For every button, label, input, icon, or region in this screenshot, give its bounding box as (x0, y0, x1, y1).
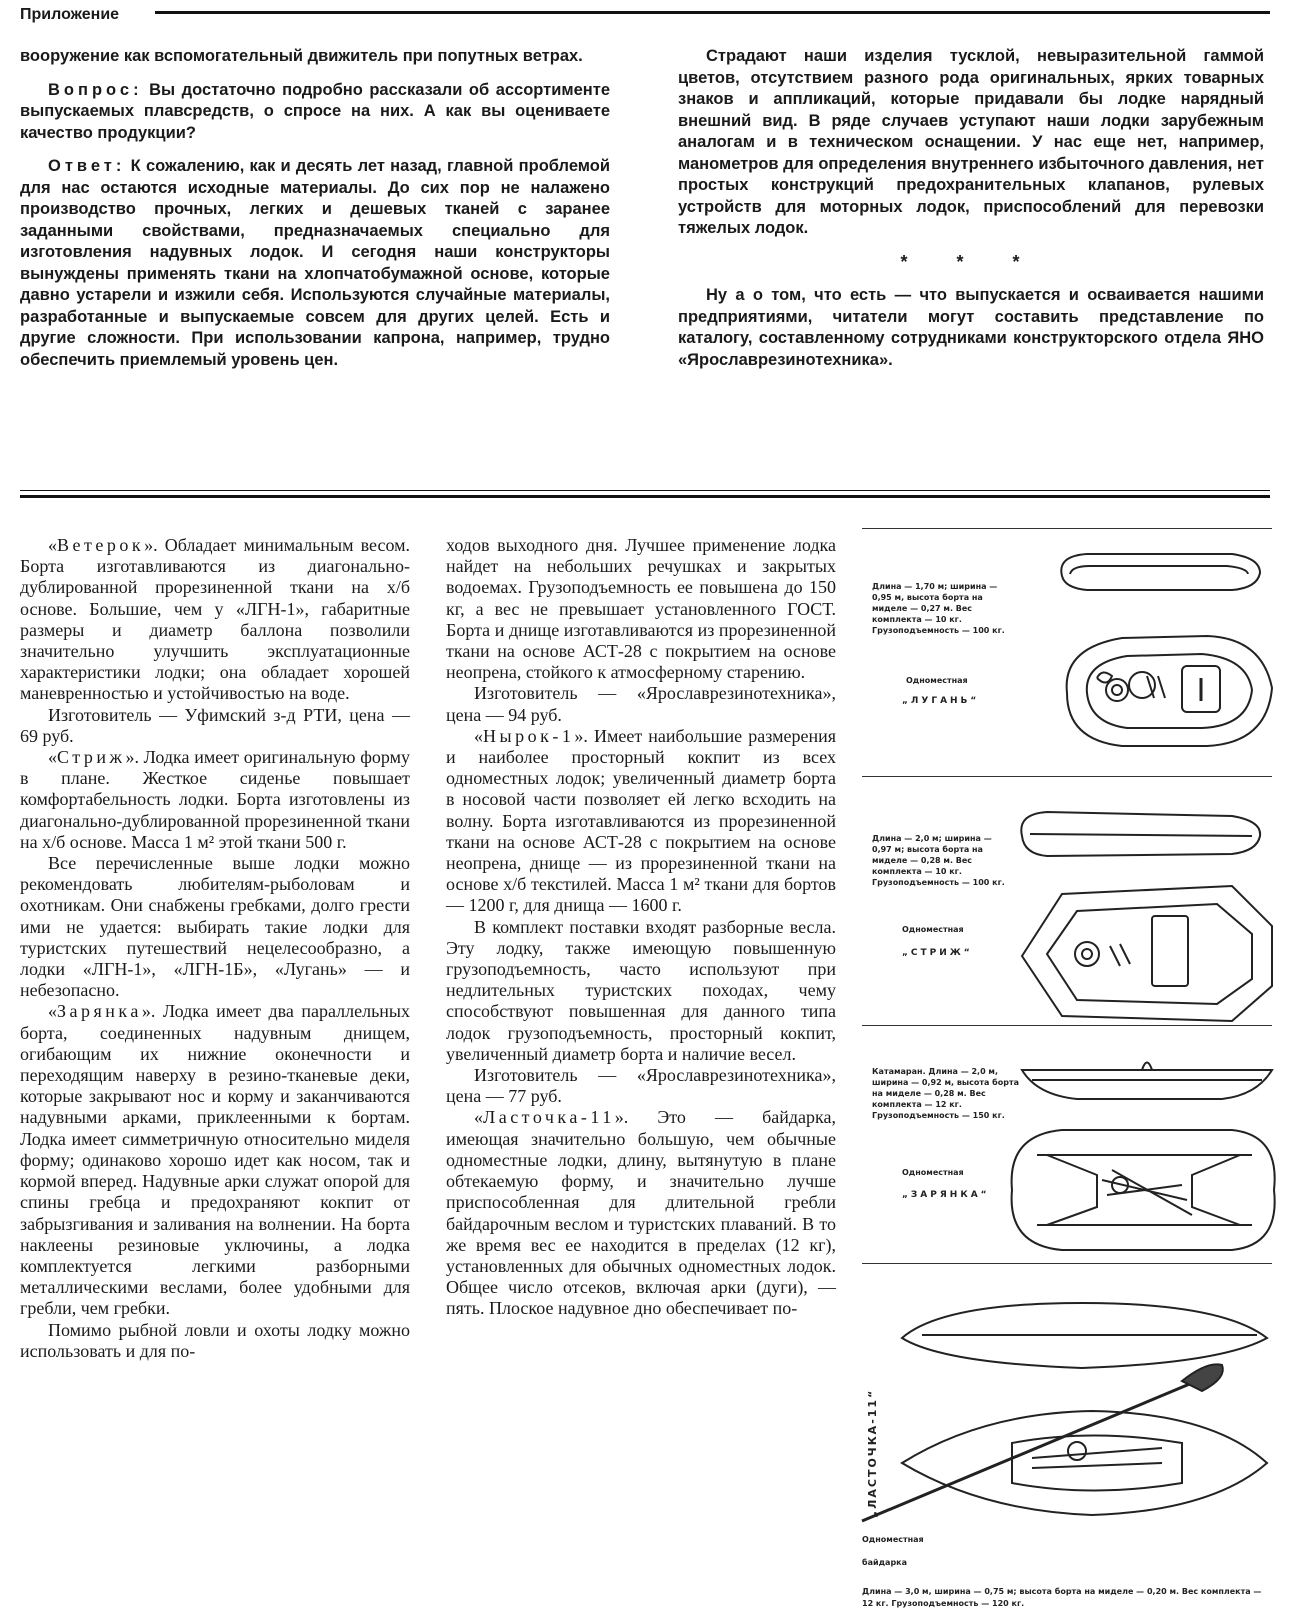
lastochka-type: Одноместная (862, 1535, 924, 1544)
header-rule (155, 11, 1270, 14)
paragraph: «Ветерок». Обладает минимальным весом. Борта изготавливаются из диагонально-дублированной прорезиненной ткани на х/б основе. Большие, чем у «ЛГН-1», габаритные размеры и диаметр баллона позволили значительно улучшить эксплуатационные характеристики лодки; она обладает хорошей маневренностью и устойчивостью на воде. (20, 535, 410, 704)
paragraph: Страдают наши изделия тусклой, невыразительной гаммой цветов, отсутствием разного рода оригинальных, ярких товарных знаков и аппликаций, которые придавали бы лодке нарядный внешний вид. В ряде случаев уступают наши лодки зарубежным аналогам и в техническом оснащении. У нас еще нет, например, манометров для определения внутреннего избыточного давления, нет простых конструкций предохранительных клапанов, рулевых устройств для моторных лодок, приспособлений для перевозки тяжелых лодок. (678, 47, 1264, 237)
lastochka-drawing (862, 1263, 1280, 1563)
strizh-drawing (862, 776, 1280, 1036)
paragraph: Ну а о том, что есть — что выпускается и осваивается нашими предприятиями, читатели могут составить представление по каталогу, составленному сотрудниками конструкторского отдела ЯНО «Ярославрезинотехника». (678, 286, 1264, 369)
spaced-term: Ветерок (57, 535, 145, 555)
spaced-term: Ответ: (48, 157, 126, 175)
interview-left-column (20, 46, 610, 383)
paragraph: Изготовитель — «Ярославрезинотехника», цена — 94 руб. (446, 683, 836, 725)
paragraph: Изготовитель — «Ярославрезинотехника», цена — 77 руб. (446, 1065, 836, 1107)
catalog-column-1 (20, 535, 410, 1362)
section-divider-thin (20, 490, 1270, 491)
paragraph: вооружение как вспомогательный движитель при попутных ветрах. (20, 47, 583, 65)
catalog-column-2 (446, 535, 836, 1320)
lugan-type: Одноместная (906, 676, 968, 685)
spaced-term: Нырок-1 (483, 725, 575, 746)
paragraph: «Зарянка». Лодка имеет два параллельных борта, соединенных надувным днищем, огибающим их нижние оконечности и переходящим наверху в резино-тканевые деки, которые закрывают нос и корму и заканчиваются надувными арками, приклеенными к бортам. Лодка имеет симметричную относительно миделя форму; одинаково хорошо идет как носом, так и кормой вперед. Надувные арки служат опорой для спины гребца и предохраняют кокпит от забрызгивания и заливания на волнении. На борта наклеены резиновые уключины, а лодка комплектуется легкими разборными металлическими веслами, более удобными для гребли, чем гребки. (20, 1001, 410, 1319)
paragraph: Вопрос: Вы достаточно подробно рассказали об ассортименте выпускаемых плавсредств, о спросе на них. А как вы оцениваете качество продукции? (20, 80, 610, 142)
spaced-term: Зарянка (57, 1001, 142, 1022)
strizh-spec: Длина — 2,0 м; ширина — 0,97 м; высота борта на миделе — 0,28 м. Вес комплекта — 10 кг. Грузоподъемность — 100 кг. (872, 834, 1005, 887)
lastochka-title: „ЛАСТОЧКА-11“ (866, 1388, 879, 1518)
strizh-name: „СТРИЖ“ (902, 948, 973, 958)
zaryanka-name: „ЗАРЯНКА“ (902, 1190, 990, 1200)
running-head: Приложение (20, 6, 120, 23)
spaced-term: Ласточка-11 (483, 1107, 615, 1128)
paragraph: «Стриж». Лодка имеет оригинальную форму в плане. Жесткое сиденье повышает комфортабельность лодки. Борта изготовлены из диагонально-дублированной прорезиненной ткани на х/б основе. Масса 1 м² этой ткани 500 г. (20, 747, 410, 852)
illustrations-column (862, 518, 1280, 1616)
lugan-name: „ЛУГАНЬ“ (902, 696, 980, 706)
paragraph: В комплект поставки входят разборные весла. Эту лодку, также имеющую повышенную грузоподъемность, часто используют при недлительных туристских походах, чему способствуют повышенная для данного типа лодок грузоподъемность, просторный кокпит, увеличенный диаметр борта и наличие весел. (446, 916, 836, 1064)
spaced-term: Стриж (57, 747, 126, 768)
paragraph: «Ласточка-11». Это — байдарка, имеющая значительно большую, чем обычные одноместные лодки, длину, вытянутую в плане обтекаемую форму, и значительно лучше приспособленная для длительной гребли байдарочным веслом и туристских плаваний. В то же время вес ее находится в пределах (12 кг), установленных для обычных одноместных лодок. Общее число отсеков, включая арки (дуги), — пять. Плоское надувное дно обеспечивает по- (446, 1107, 836, 1319)
zaryanka-spec: Катамаран. Длина — 2,0 м, ширина — 0,92 м, высота борта на миделе — 0,28 м. Вес комплекта — 12 кг. Грузоподъемность — 150 кг. (872, 1067, 1020, 1120)
lugan-drawing (862, 518, 1280, 778)
paragraph: Ответ: К сожалению, как и десять лет назад, главной проблемой для нас остаются исходные материалы. До сих пор не налажено производство прочных, легких и дешевых тканей с заранее заданными свойствами, предназначаемых специально для изготовления надувных лодок. И сегодня наши конструкторы вынуждены применять ткани на хлопчатобумажной основе, которые давно устарели и изжили себя. Используются случайные материалы, разработанные и выпускаемые совсем для других целей. Есть и другие сложности. При использовании капрона, например, трудно обеспечить приемлемый уровень цен. (20, 157, 610, 369)
paragraph: Помимо рыбной ловли и охоты лодку можно использовать и для по- (20, 1319, 410, 1361)
zaryanka-drawing (862, 1025, 1280, 1275)
interview-right-column (678, 46, 1264, 383)
spaced-term: Вопрос: (48, 80, 143, 99)
strizh-type: Одноместная (902, 925, 964, 934)
paragraph: Изготовитель — Уфимский з-д РТИ, цена — 69 руб. (20, 704, 410, 746)
section-divider-thick (20, 495, 1270, 498)
lastochka-spec: Длина — 3,0 м, ширина — 0,75 м; высота борта на миделе — 0,20 м. Вес комплекта — 12 кг. Грузоподъемность — 120 кг. (862, 1587, 1262, 1608)
paragraph: Все перечисленные выше лодки можно рекомендовать любителям-рыболовам и охотникам. Они снабжены гребками, долго грести ими не удается: выбирать такие лодки для туристских путешествий нецелесообразно, а лодки «ЛГН-1», «ЛГН-1Б», «Лугань» — и небезопасно. (20, 853, 410, 1001)
paragraph: ходов выходного дня. Лучшее применение лодка найдет на небольших речушках и закрытых водоемах. Грузоподъемность ее повышена до 150 кг, а вес не превышает установленного ГОСТ. Борта и днище изготавливаются из прорезиненной ткани на основе АСТ-28 с покрытием на основе неопрена, стойкого к атмосферному старению. (446, 535, 836, 683)
section-stars: * * * (900, 251, 1042, 272)
paragraph: «Нырок-1». Имеет наибольшие размерения и наиболее просторный кокпит из всех одноместных лодок; увеличенный диаметр борта в носовой части позволяет ей легко всходить на волну. Борта изготавливаются из прорезиненной ткани на основе АСТ-28 с покрытием на основе неопрена, днище — из прорезиненной ткани на основе х/б текстилей. Масса 1 м² ткани для бортов — 1200 г, для днища — 1600 г. (446, 725, 836, 916)
lugan-spec: Длина — 1,70 м; ширина — 0,95 м, высота борта на миделе — 0,27 м. Вес комплекта — 10 кг. Грузоподъемность — 100 кг. (872, 582, 1005, 635)
lastochka-type2: байдарка (862, 1558, 908, 1567)
zaryanka-type: Одноместная (902, 1168, 964, 1177)
